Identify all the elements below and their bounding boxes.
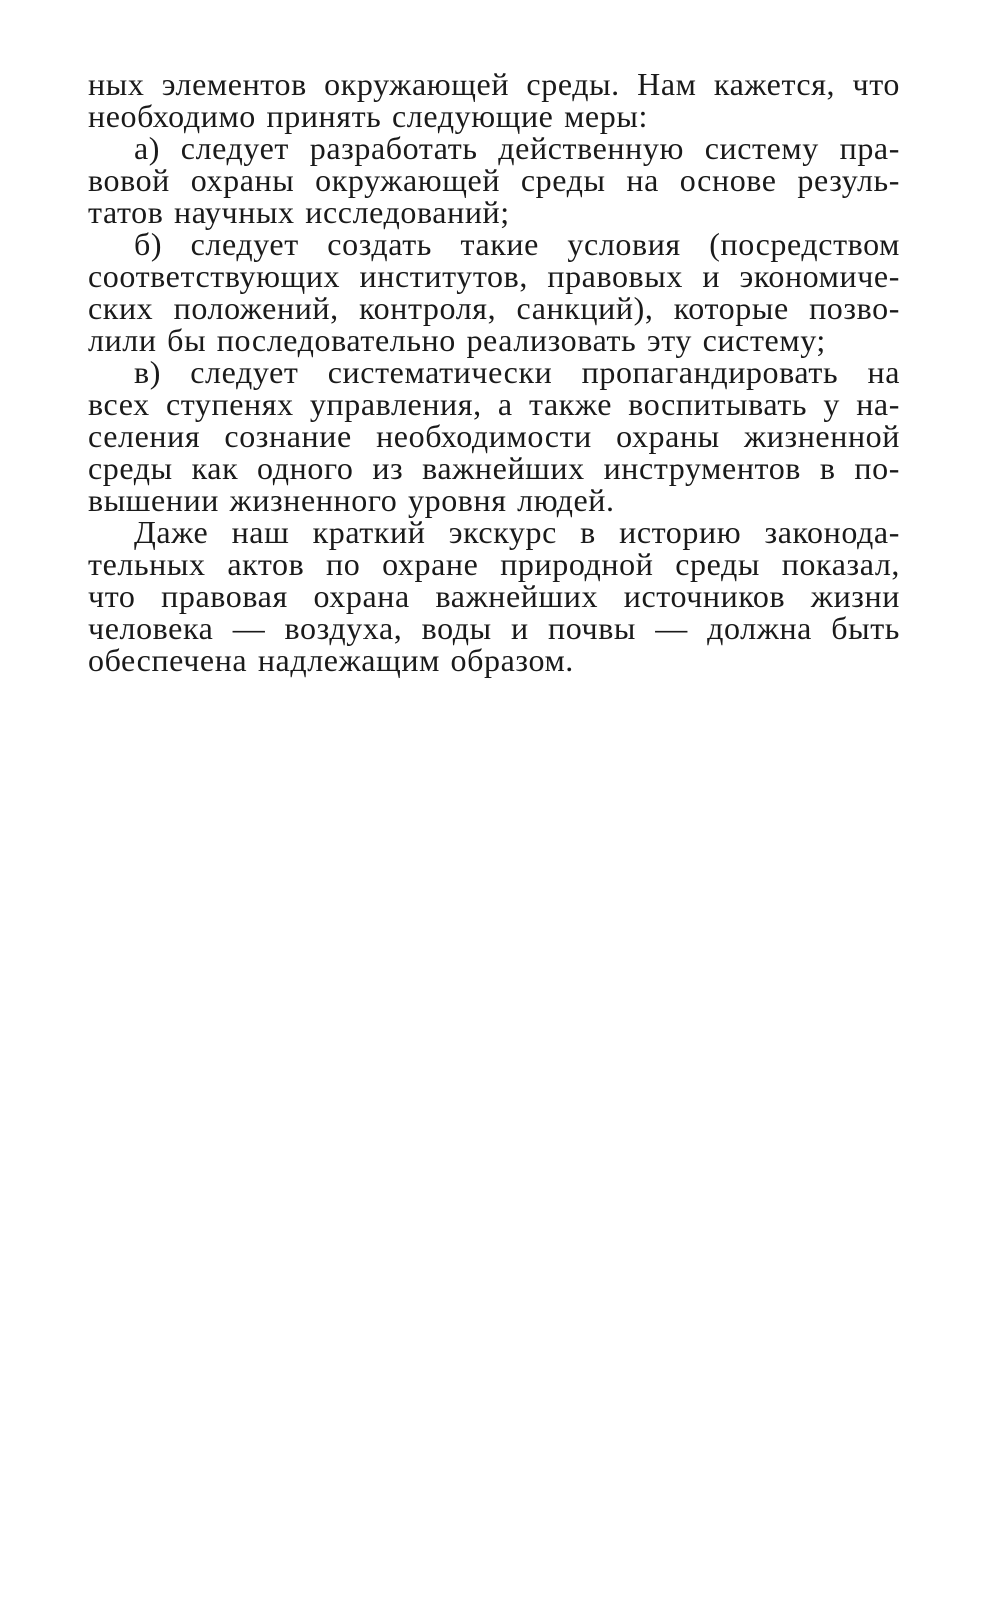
paragraph-item-a [88, 132, 900, 228]
text-line: б) следует создать такие условия (посредством [134, 226, 900, 262]
paragraph-conclusion [88, 516, 900, 676]
text-line: ных элементов окружающей среды. Нам кажется, что [88, 66, 900, 102]
text-line: соответствующих институтов, правовых и экономиче- [88, 258, 900, 294]
text-line: селения сознание необходимости охраны жизненной [88, 418, 900, 454]
text-line: среды как одного из важнейших инструментов в по- [88, 450, 900, 486]
text-line: Даже наш краткий экскурс в историю законода- [134, 514, 900, 550]
page-text-body [88, 68, 900, 676]
paragraph-intro [88, 68, 900, 132]
text-line: обеспечена надлежащим образом. [88, 642, 574, 678]
text-line: всех ступенях управления, а также воспитывать у на- [88, 386, 900, 422]
text-line: лили бы последовательно реализовать эту систему; [88, 322, 826, 358]
text-line: человека — воздуха, воды и почвы — должна быть [88, 610, 900, 646]
text-line: вышении жизненного уровня людей. [88, 482, 615, 518]
text-line: что правовая охрана важнейших источников жизни [88, 578, 900, 614]
text-line: необходимо принять следующие меры: [88, 98, 648, 134]
text-line: в) следует систематически пропагандировать на [134, 354, 900, 390]
paragraph-item-v [88, 356, 900, 516]
text-line: тельных актов по охране природной среды показал, [88, 546, 900, 582]
text-line: а) следует разработать действенную систему пра- [134, 130, 900, 166]
text-line: ских положений, контроля, санкций), которые позво- [88, 290, 900, 326]
text-line: татов научных исследований; [88, 194, 510, 230]
text-line: вовой охраны окружающей среды на основе резуль- [88, 162, 900, 198]
paragraph-item-b [88, 228, 900, 356]
